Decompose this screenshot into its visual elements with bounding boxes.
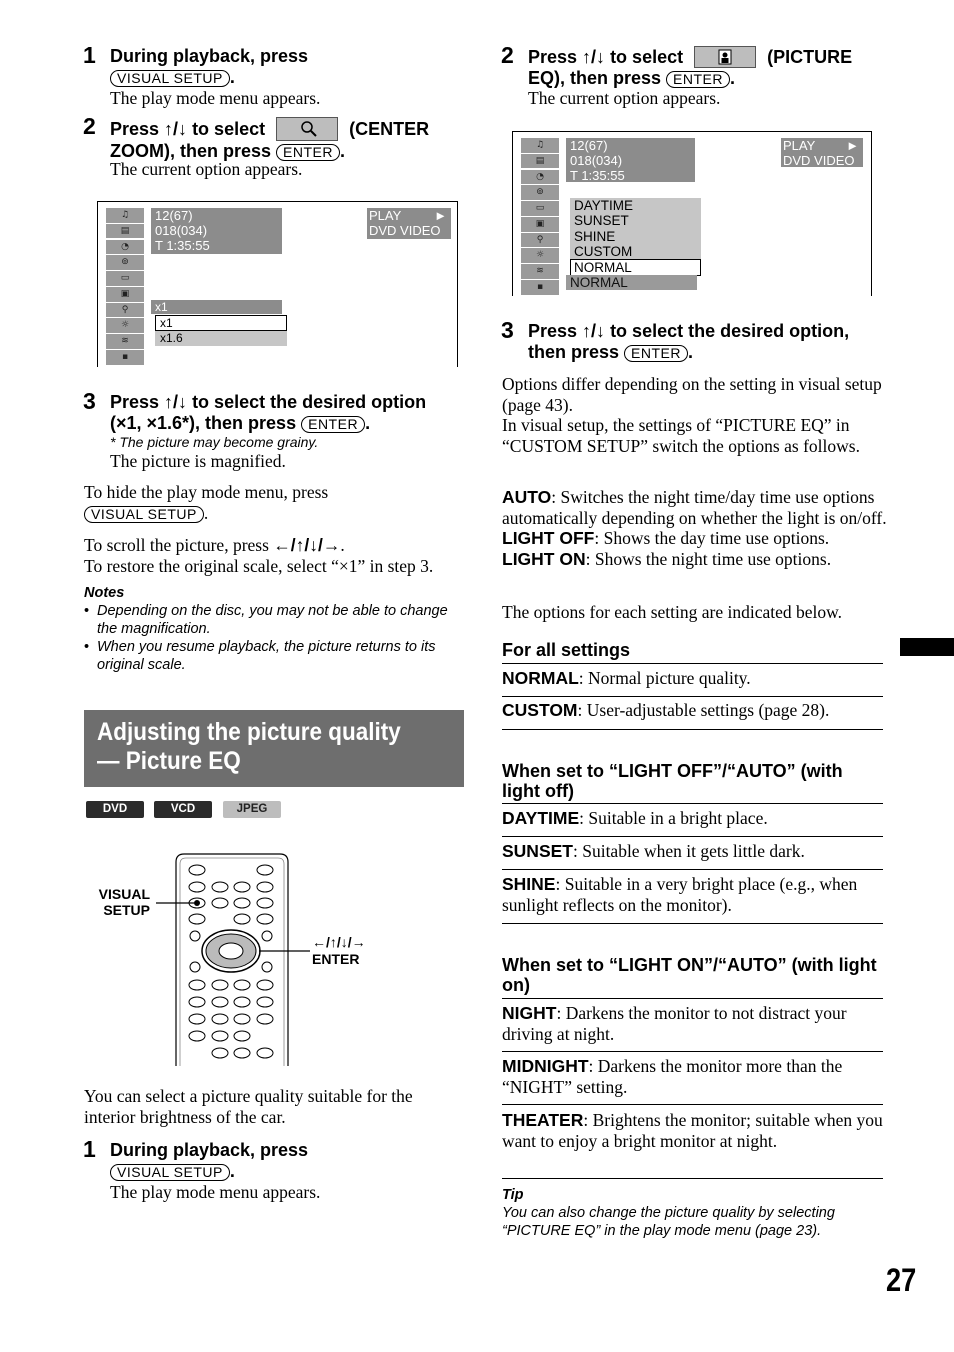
enter-button: ENTER [666,71,730,88]
osd-option: x1.6 [160,331,183,345]
osd-option: SUNSET [574,213,629,229]
step-note: The current option appears. [110,159,303,179]
audio-icon: ♫ [106,208,144,223]
group-title: For all settings [502,640,631,660]
setting-entry: DAYTIME: Suitable in a bright place. [502,808,768,828]
note-item: • Depending on the disc, you may not be able to change the magnification. [84,603,448,637]
subtitle-icon: ▤ [106,224,144,239]
section-banner [84,710,464,787]
osd-picture-eq-screen [512,131,872,296]
divider [502,663,883,664]
divider [502,803,883,804]
enter-button: ENTER [624,345,688,362]
osd-option: SHINE [574,228,616,244]
modes-list [502,487,887,569]
enter-button: ENTER [276,144,340,161]
dimmer-icon: ☼ [106,318,144,333]
visual-setup-button: VISUAL SETUP [110,1164,230,1181]
step-text: During playback, press VISUAL SETUP . [110,46,309,87]
osd-info: 12(67) 018(034) T 1:35:55 [151,208,282,254]
angle-icon: ▣ [521,217,559,232]
setting-entry: NIGHT: Darkens the monitor to not distract your driving at night. [502,1003,847,1044]
osd-option: CUSTOM [574,243,633,259]
setting-entry: THEATER: Brightens the monitor; suitable when you want to enjoy a bright monitor at night. [502,1110,883,1151]
notes-block [84,584,464,674]
intro-text: You can select a picture quality suitable for the interior brightness of the car. [84,1086,413,1127]
step-text: During playback, press VISUAL SETUP . [110,1140,309,1181]
divider [502,923,883,924]
mode-item: AUTO: Switches the night time/day time use options automatically depending on whether the light is on/off. [502,487,887,528]
vcd-badge: VCD [154,801,212,818]
osd-option-list [155,315,287,346]
step-number: 2 [501,42,514,68]
step-text: Press ↑/↓ to select (PICTURE EQ), then press ENTER . [528,47,853,88]
visual-setup-label: VISUAL SETUP [98,886,150,918]
step-note: The current option appears. [528,88,721,108]
picture-eq-icon: ▪ [521,280,559,295]
thumb-tab [900,638,954,656]
setting-entry: CUSTOM: User-adjustable settings (page 28). [502,700,830,720]
center-zoom-icon [276,117,338,141]
osd-option-list [570,198,701,275]
remote-illustration [84,850,414,1070]
osd-option-selected: NORMAL [570,259,701,276]
step-text: Press ↑/↓ to select the desired option, then press ENTER . [528,321,850,362]
options-intro: The options for each setting are indicated below. [502,602,842,622]
tip-text: You can also change the picture quality by selecting “PICTURE EQ” in the play mode menu (page 23). [502,1205,835,1239]
picture-eq-icon: ▪ [106,350,144,365]
notes-title: Notes [84,585,125,601]
zoom-icon: ⚲ [106,303,144,318]
step-number: 2 [83,113,96,139]
osd-info: 12(67) 018(034) T 1:35:55 [566,138,695,182]
step-number: 3 [83,388,96,414]
step-text: Press ↑/↓ to select (CENTER ZOOM), then press ENTER . [110,119,430,161]
divider [502,1178,883,1179]
step-text: Press ↑/↓ to select the desired option (×1, ×1.6*), then press ENTER . [110,392,427,433]
osd-current-option: x1 [151,300,282,314]
setting-entry: SUNSET: Suitable when it gets little dark. [502,841,805,861]
options-paragraph: Options differ depending on the setting in visual setup (page 43). In visual setup, the settings of “PICTURE EQ” in “CUSTOM SETUP” switch the options as follows. [502,374,882,456]
picture-eq-icon [694,46,756,68]
page-number: 27 [886,1262,917,1298]
hide-menu-text: To hide the play mode menu, press VISUAL SETUP . [84,482,329,523]
divider [502,1104,883,1105]
enter-button: ENTER [301,416,365,433]
zoom-icon: ⚲ [521,233,559,248]
step-number: 3 [501,317,514,343]
step-number: 1 [83,42,96,68]
footnote: * The picture may become grainy. [110,434,319,450]
dvd-badge: DVD [86,801,144,818]
osd-sidebar [521,138,559,296]
step-note: The picture is magnified. [110,451,286,471]
surround-icon: ≋ [106,334,144,349]
repeat-icon: ⊚ [521,185,559,200]
visual-setup-button: VISUAL SETUP [110,70,230,87]
setting-entry: NORMAL: Normal picture quality. [502,668,751,688]
scroll-text: To scroll the picture, press ←/↑/↓/→. To restore the original scale, select “×1” in step 3. [84,535,434,576]
subtitle-icon: ▤ [521,154,559,169]
setting-entry: SHINE: Suitable in a very bright place (e.g., when sunlight reflects on the monitor). [502,874,858,915]
menu-icon: ▭ [106,271,144,286]
group-title: When set to “LIGHT ON”/“AUTO” (with light on) [502,955,877,995]
menu-icon: ▭ [521,201,559,216]
setting-entry: MIDNIGHT: Darkens the monitor more than the “NIGHT” setting. [502,1056,843,1097]
osd-zoom-screen [97,201,458,367]
divider [502,998,883,999]
divider [502,729,883,730]
dimmer-icon: ☼ [521,248,559,263]
clock-icon: ◔ [521,170,559,185]
divider [502,696,883,697]
tip-block [502,1186,887,1240]
osd-sidebar [106,208,144,366]
step-note: The play mode menu appears. [110,1182,321,1202]
surround-icon: ≋ [521,264,559,279]
clock-icon: ◔ [106,240,144,255]
osd-play-status: PLAY ► DVD VIDEO [367,208,451,239]
mode-item: LIGHT ON: Shows the night time use options. [502,548,832,569]
section-title: Adjusting the picture quality — Picture EQ [97,718,401,775]
group-title: When set to “LIGHT OFF”/“AUTO” (with light off) [502,761,843,801]
note-item: • When you resume playback, the picture returns to its original scale. [84,639,436,673]
osd-option: DAYTIME [574,198,634,213]
divider [502,836,883,837]
divider [502,869,883,870]
angle-icon: ▣ [106,287,144,302]
mode-item: LIGHT OFF: Shows the day time use options. [502,528,830,548]
audio-icon: ♫ [521,138,559,153]
step-note: The play mode menu appears. [110,88,321,108]
osd-current-option: NORMAL [566,275,697,290]
repeat-icon: ⊚ [106,255,144,270]
arrows-enter-label: ←/↑/↓/→ ENTER [312,934,366,967]
visual-setup-button: VISUAL SETUP [84,506,204,523]
divider [502,1051,883,1052]
tip-title: Tip [502,1187,524,1203]
jpeg-badge: JPEG [223,801,281,818]
step-number: 1 [83,1136,96,1162]
osd-play-status: PLAY ► DVD VIDEO [781,138,863,167]
osd-option-selected: x1 [155,315,287,331]
